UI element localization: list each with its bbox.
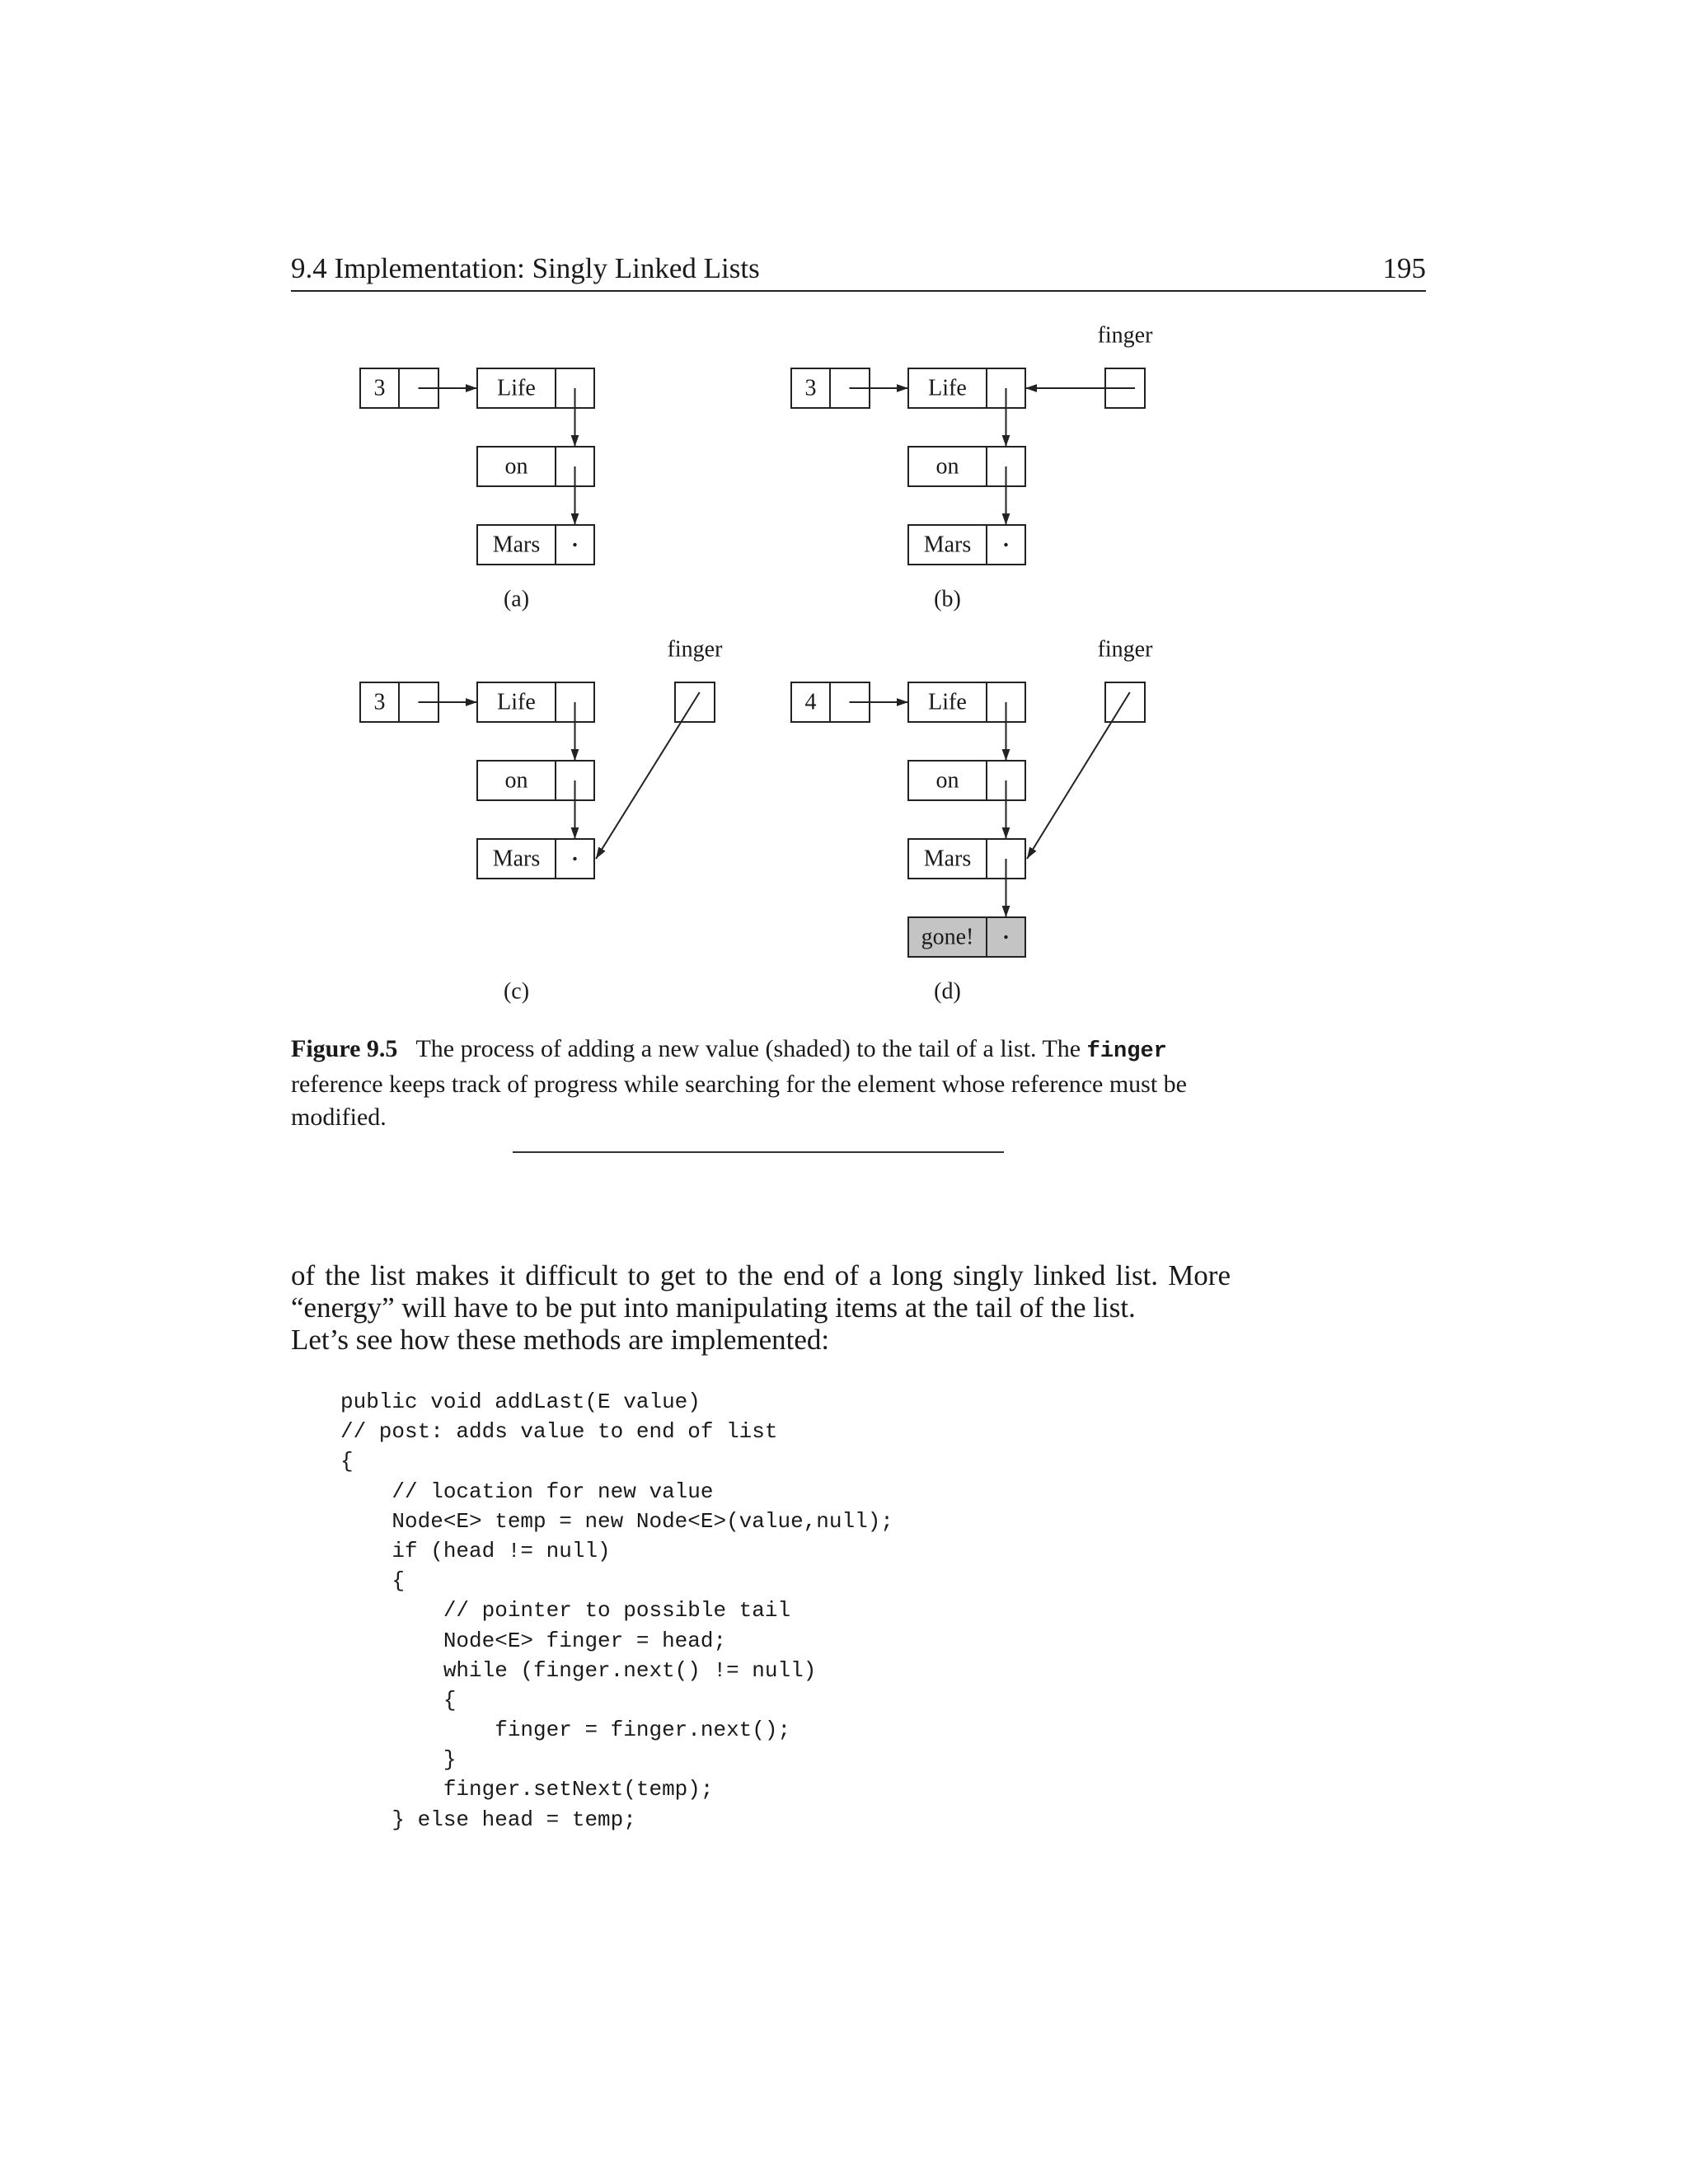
caption-code-word: finger — [1086, 1039, 1167, 1064]
list-count: 3 — [373, 375, 386, 401]
subfigure-label: (b) — [934, 586, 961, 612]
page-number: 195 — [1382, 252, 1426, 284]
node-value: on — [504, 453, 528, 480]
body-text — [291, 1259, 1231, 1356]
list-node — [477, 761, 594, 800]
section-title: 9.4 Implementation: Singly Linked Lists — [291, 252, 760, 284]
list-count: 3 — [804, 375, 817, 401]
code-line: if (head != null) — [340, 1538, 611, 1563]
node-value: on — [504, 767, 528, 794]
list-count: 4 — [804, 689, 817, 715]
finger-pointer-arrow — [596, 692, 700, 859]
code-line: { — [340, 1568, 406, 1594]
subfigure-label: (c) — [503, 978, 530, 1005]
subfigure-label: (a) — [503, 586, 530, 612]
node-value: on — [935, 767, 959, 794]
finger-box — [1105, 682, 1145, 722]
code-line: } else head = temp; — [340, 1807, 636, 1832]
caption-text-continued: reference keeps track of progress while searching for the element whose reference must be modified. — [291, 1071, 1187, 1131]
null-pointer-dot — [1004, 935, 1007, 939]
node-value: Mars — [492, 846, 541, 872]
figure-caption — [291, 1033, 1231, 1134]
list-node — [477, 682, 594, 722]
code-line: while (finger.next() != null) — [340, 1657, 817, 1683]
code-line: public void addLast(E value) — [340, 1390, 701, 1414]
list-node — [908, 368, 1025, 408]
body-paragraph: of the list makes it difficult to get to the end of a long singly linked list. More “energy” will have to be put into manipulating items at the tail of the list. — [291, 1259, 1231, 1324]
figure-label: Figure 9.5 — [291, 1035, 398, 1062]
finger-label: finger — [667, 636, 723, 663]
code-line: finger.setNext(temp); — [340, 1777, 714, 1802]
subfigure-label: (d) — [934, 978, 961, 1005]
node-value: on — [935, 453, 959, 480]
list-node — [477, 368, 594, 408]
code-line: } — [340, 1747, 457, 1773]
code-line: // post: adds value to end of list — [340, 1419, 778, 1445]
diagram-panel — [360, 637, 723, 1005]
diagram-panel — [791, 323, 1153, 612]
code-line: finger = finger.next(); — [340, 1718, 791, 1743]
list-node — [908, 447, 1025, 486]
code-listing — [340, 1387, 893, 1835]
node-value: Mars — [492, 532, 541, 558]
linked-list-figure — [0, 0, 1688, 1030]
finger-label: finger — [1097, 636, 1153, 663]
node-value: Mars — [923, 846, 972, 872]
list-node — [477, 447, 594, 486]
node-value: gone! — [921, 924, 974, 950]
caption-text: The process of adding a new value (shaded) to the tail of a list. The — [415, 1035, 1087, 1062]
finger-label: finger — [1097, 322, 1153, 349]
null-pointer-dot — [573, 857, 576, 860]
caption-divider — [513, 1151, 1004, 1153]
finger-box — [675, 682, 715, 722]
code-line: // location for new value — [340, 1479, 714, 1504]
list-count: 3 — [373, 689, 386, 715]
node-value: Life — [928, 689, 967, 715]
code-line: Node<E> temp = new Node<E>(value,null); — [340, 1508, 893, 1534]
finger-pointer-arrow — [1027, 692, 1130, 859]
code-line: { — [340, 1687, 457, 1713]
list-node — [908, 682, 1025, 722]
null-pointer-dot — [573, 543, 576, 546]
null-pointer-dot — [1004, 543, 1007, 546]
code-line: { — [340, 1449, 354, 1474]
node-value: Life — [928, 375, 967, 401]
list-node — [908, 761, 1025, 800]
code-line: Node<E> finger = head; — [340, 1628, 727, 1653]
node-value: Mars — [923, 532, 972, 558]
node-value: Life — [497, 375, 536, 401]
node-value: Life — [497, 689, 536, 715]
code-line: // pointer to possible tail — [340, 1598, 791, 1624]
body-paragraph: Let’s see how these methods are implemented: — [291, 1324, 830, 1356]
diagram-panel — [360, 368, 594, 612]
diagram-panel — [791, 637, 1153, 1005]
